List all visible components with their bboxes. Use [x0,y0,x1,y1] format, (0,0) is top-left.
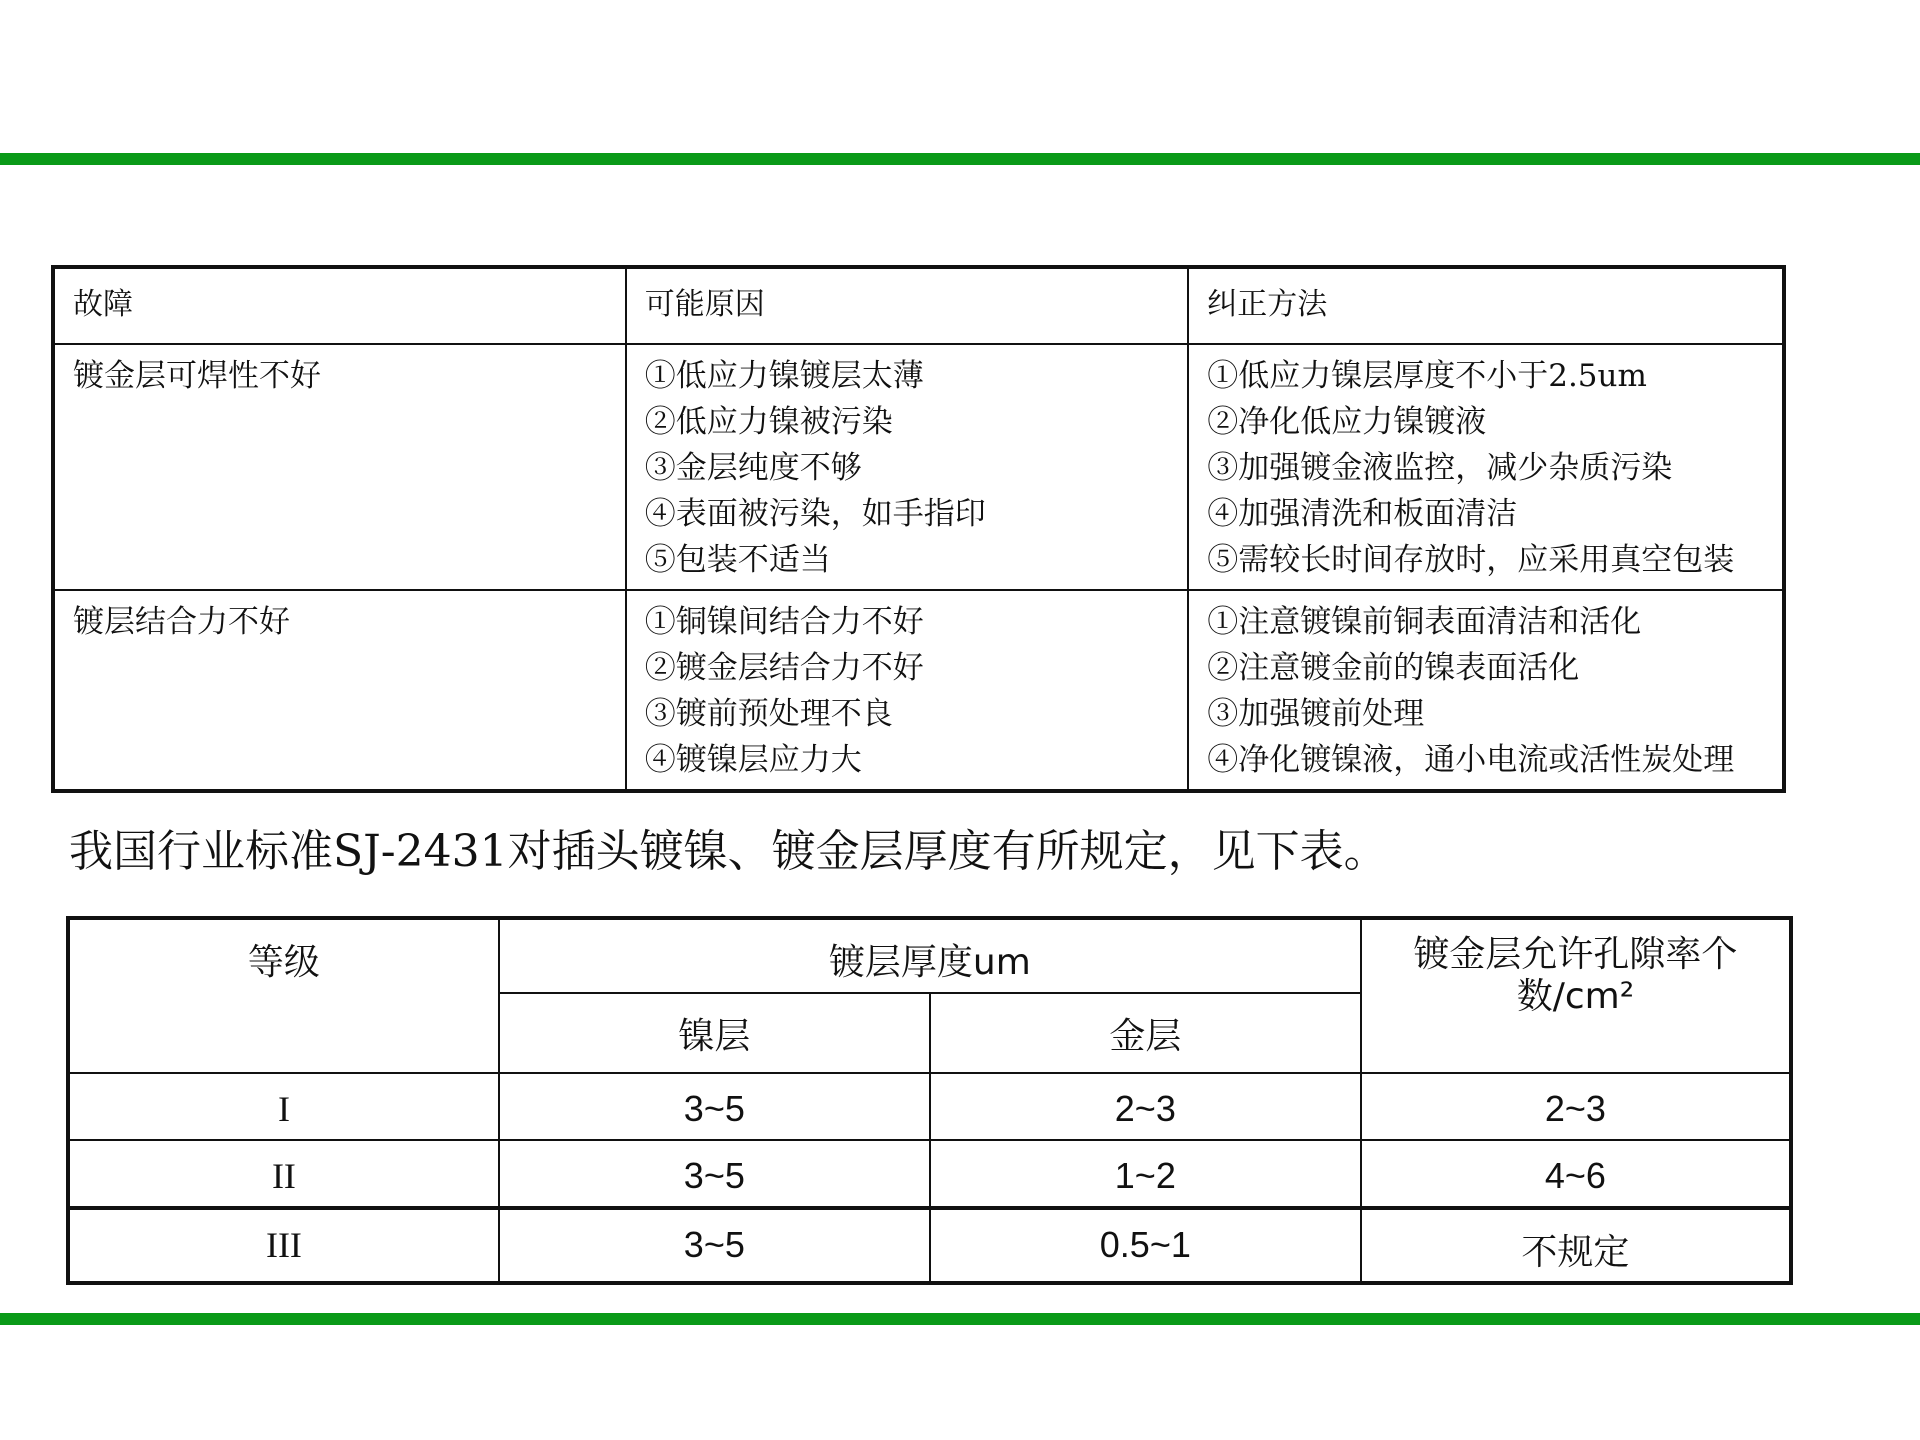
list-item: ①注意镀镍前铜表面清洁和活化 [1207,604,1642,640]
list-item: ⑤需较长时间存放时，应采用真空包装 [1207,542,1735,578]
table-row [53,344,1784,590]
porosity-cell: 不规定 [1361,1208,1791,1283]
header-grade: 等级 [68,918,499,1073]
list-item: ③加强镀金液监控，减少杂质污染 [1207,450,1673,486]
nickel-cell: 3~5 [499,1073,930,1140]
list-item: ②低应力镍被污染 [644,404,893,440]
causes-cell [626,344,1189,590]
header-nickel: 镍层 [499,993,930,1073]
list-item: ①铜镍间结合力不好 [644,604,924,640]
porosity-cell: 4~6 [1361,1140,1791,1208]
list-item: ④表面被污染，如手指印 [644,496,986,532]
list-item: ④加强清洗和板面清洁 [1207,496,1518,532]
header-fix: 纠正方法 [1188,267,1784,344]
gold-cell: 2~3 [930,1073,1361,1140]
thickness-standard-table [66,916,1793,1285]
list-item: ②净化低应力镍镀液 [1207,404,1487,440]
table-row [53,590,1784,791]
list-item: ②镀金层结合力不好 [644,650,924,686]
header-cause: 可能原因 [626,267,1189,344]
table-row [68,1140,1791,1208]
porosity-cell: 2~3 [1361,1073,1791,1140]
grade-cell: II [68,1140,499,1208]
list-item: ④净化镀镍液，通小电流或活性炭处理 [1207,742,1735,778]
list-item: ③镀前预处理不良 [644,696,893,732]
list-item: ⑤包装不适当 [644,542,831,578]
bottom-green-rule [0,1313,1920,1325]
fixes-cell [1188,344,1784,590]
header-gold: 金层 [930,993,1361,1073]
nickel-cell: 3~5 [499,1208,930,1283]
grade-cell: III [68,1208,499,1283]
list-item: ③金层纯度不够 [644,450,862,486]
table-row [68,1073,1791,1140]
fault-table [51,265,1786,793]
fault-cell: 镀金层可焊性不好 [53,344,626,590]
header-thickness: 镀层厚度um [499,918,1361,993]
intro-paragraph: 我国行业标准SJ-2431对插头镀镍、镀金层厚度有所规定，见下表。 [69,826,1388,877]
grade-cell: I [68,1073,499,1140]
fixes-cell [1188,590,1784,791]
list-item: ④镀镍层应力大 [644,742,862,778]
fault-cell: 镀层结合力不好 [53,590,626,791]
header-fault: 故障 [53,267,626,344]
grade-table-header-row [68,918,1791,993]
list-item: ②注意镀金前的镍表面活化 [1207,650,1580,686]
fault-table-header-row [53,267,1784,344]
list-item: ①低应力镍层厚度不小于2.5um [1207,358,1647,394]
list-item: ③加强镀前处理 [1207,696,1425,732]
causes-cell [626,590,1189,791]
gold-cell: 1~2 [930,1140,1361,1208]
top-green-rule [0,153,1920,165]
nickel-cell: 3~5 [499,1140,930,1208]
table-row [68,1208,1791,1283]
gold-cell: 0.5~1 [930,1208,1361,1283]
list-item: ①低应力镍镀层太薄 [644,358,924,394]
header-porosity: 镀金层允许孔隙率个数/cm² [1361,918,1791,1073]
